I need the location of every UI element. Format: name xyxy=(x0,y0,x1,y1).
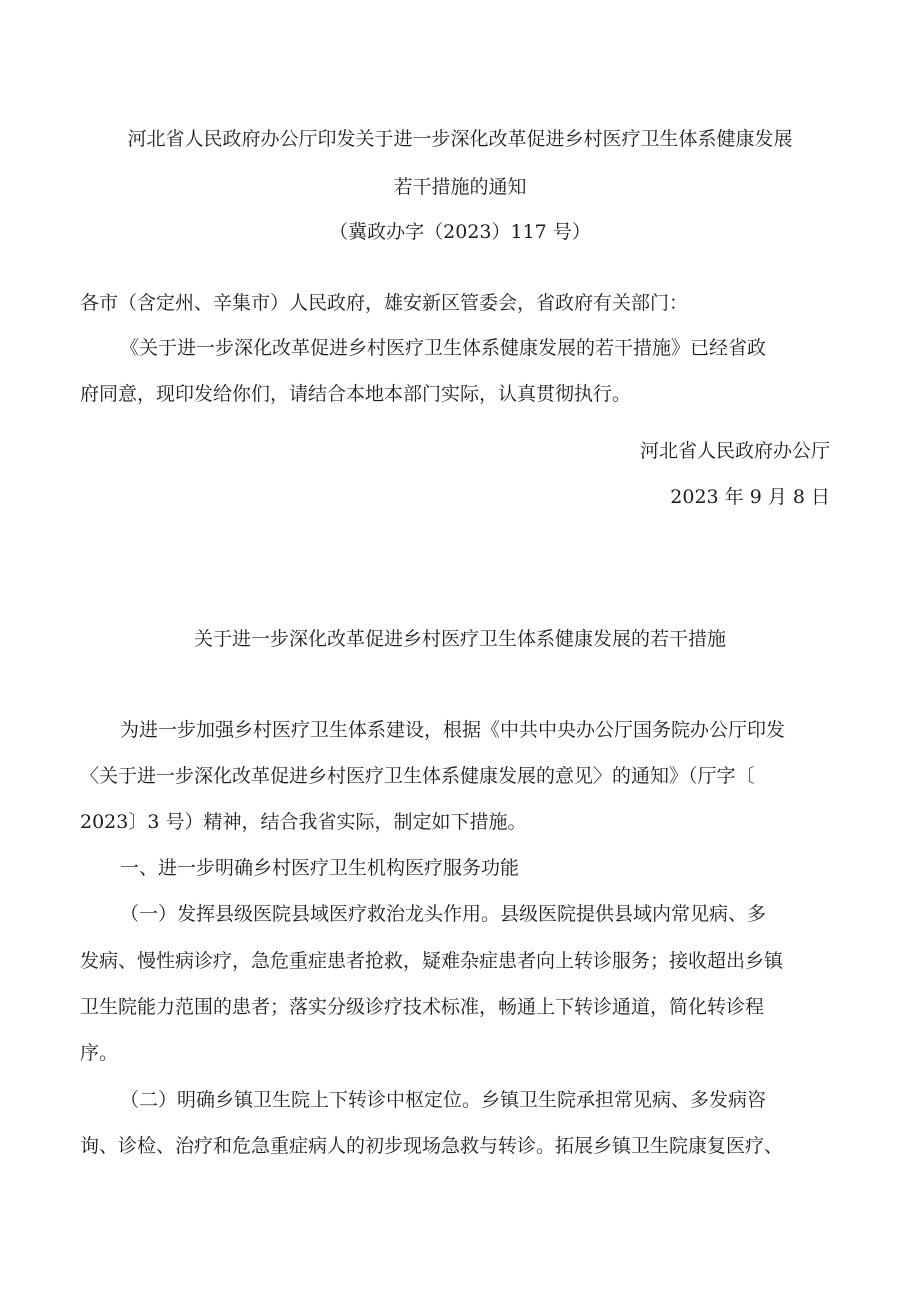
item-1-line-1: （一）发挥县级医院县域医疗救治龙头作用。县级医院提供县域内常见病、多 xyxy=(120,903,767,925)
section-1-heading: 一、进一步明确乡村医疗卫生机构医疗服务功能 xyxy=(120,857,520,879)
notice-body-line-2: 府同意，现印发给你们，请结合本地本部门实际，认真贯彻执行。 xyxy=(80,383,632,405)
item-1-line-4: 序。 xyxy=(80,1042,119,1064)
issue-date: 2023 年 9 月 8 日 xyxy=(670,486,830,508)
intro-line-2: 〈关于进一步深化改革促进乡村医疗卫生体系健康发展的意见〉的通知》（厅字〔 xyxy=(80,765,755,787)
intro-line-1: 为进一步加强乡村医疗卫生体系建设，根据《中共中央办公厅国务院办公厅印发 xyxy=(120,719,786,741)
addressee: 各市（含定州、辛集市）人民政府，雄安新区管委会，省政府有关部门： xyxy=(80,292,689,314)
notice-title-line-2: 若干措施的通知 xyxy=(393,176,527,198)
measures-title: 关于进一步深化改革促进乡村医疗卫生体系健康发展的若干措施 xyxy=(193,628,726,650)
intro-line-3: 2023〕3 号）精神，结合我省实际，制定如下措施。 xyxy=(80,811,527,833)
item-1-line-2: 发病、慢性病诊疗，急危重症患者抢救，疑难杂症患者向上转诊服务；接收超出乡镇 xyxy=(80,950,784,972)
item-2-line-1: （二）明确乡镇卫生院上下转诊中枢定位。乡镇卫生院承担常见病、多发病咨 xyxy=(120,1089,767,1111)
item-1-line-3: 卫生院能力范围的患者；落实分级诊疗技术标准，畅通上下转诊通道，简化转诊程 xyxy=(80,996,765,1018)
notice-body-line-1: 《关于进一步深化改革促进乡村医疗卫生体系健康发展的若干措施》已经省政 xyxy=(120,337,767,359)
notice-title-line-1: 河北省人民政府办公厅印发关于进一步深化改革促进乡村医疗卫生体系健康发展 xyxy=(127,128,793,150)
item-2-line-2: 询、诊检、治疗和危急重症病人的初步现场急救与转诊。拓展乡镇卫生院康复医疗、 xyxy=(80,1135,784,1157)
document-number: （冀政办字（2023）117 号） xyxy=(329,221,591,243)
issuing-office: 河北省人民政府办公厅 xyxy=(639,440,830,462)
